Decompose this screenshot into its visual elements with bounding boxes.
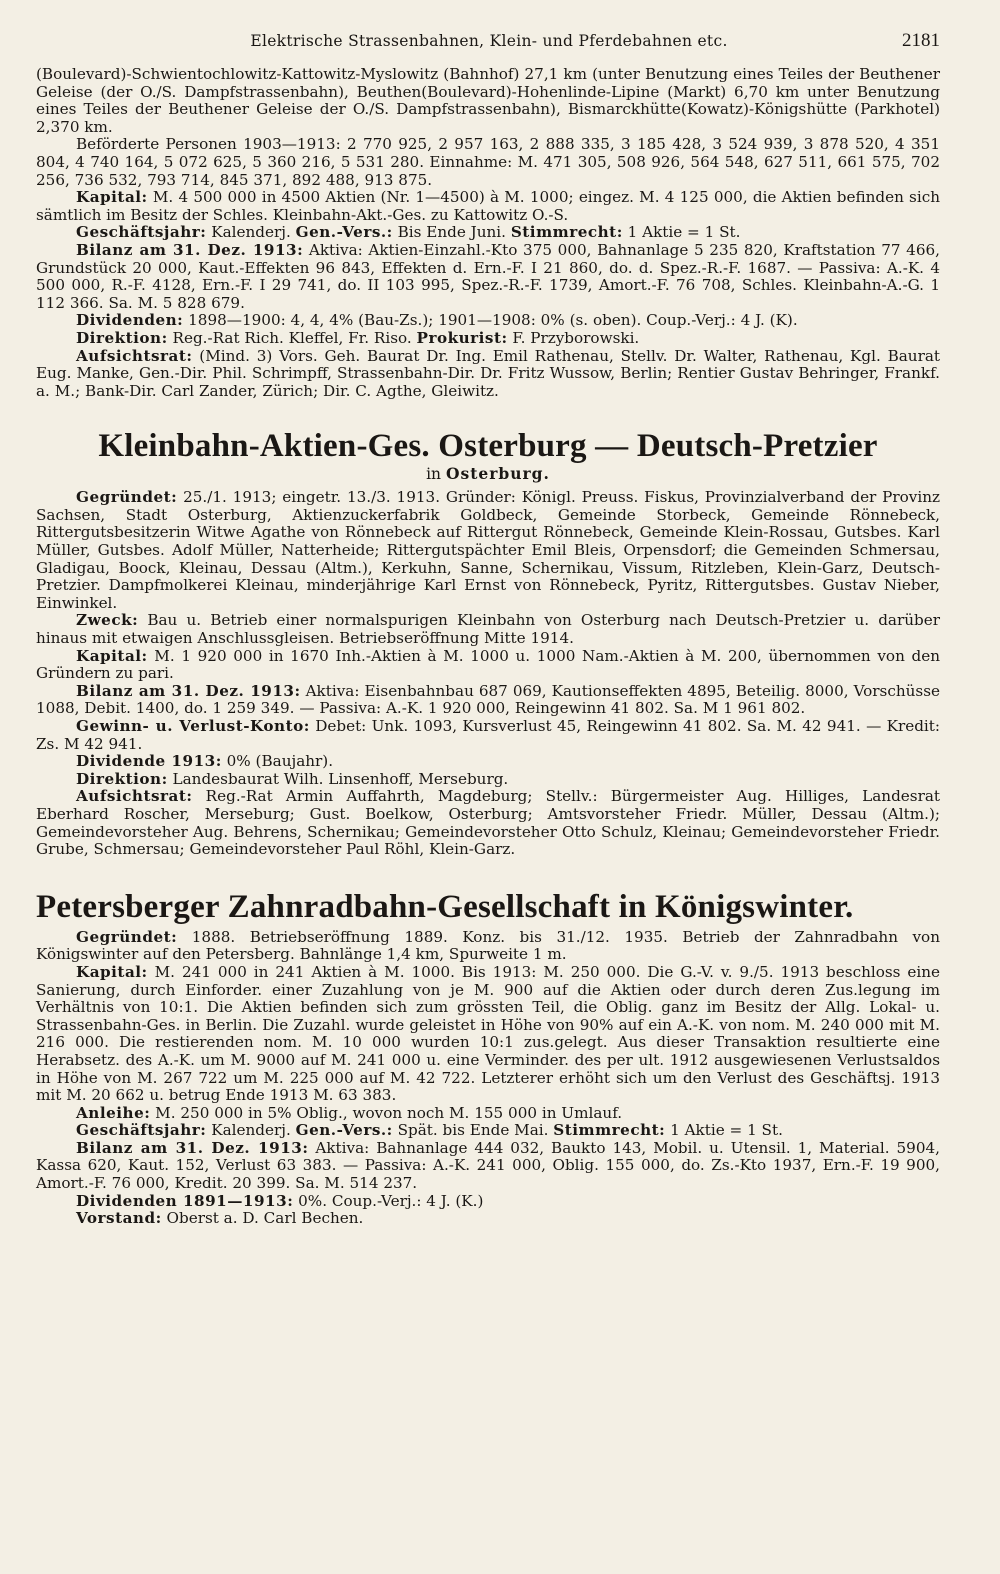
vor-label: Vorstand: [76, 1209, 162, 1228]
bilanz-label: Bilanz am 31. Dez. 1913: [76, 1138, 309, 1157]
bilanz-label: Bilanz am 31. Dez. 1913: [76, 240, 304, 259]
anl-label: Anleihe: [76, 1103, 151, 1122]
gv-label: Gen.-Vers.: [295, 1121, 393, 1140]
anl-text: M. 250 000 in 5% Oblig., wovon noch M. 155 000 in Umlauf. [150, 1103, 623, 1122]
div-text: 1898—1900: 4, 4, 4% (Bau-Zs.); 1901—1908: 0% (s. oben). Coup.-Verj.: 4 J. (K). [183, 311, 798, 330]
div-text: 0%. Coup.-Verj.: 4 J. (K.) [293, 1191, 484, 1210]
document-page [36, 30, 940, 1228]
div-label: Dividenden 1891—1913: [76, 1191, 294, 1210]
div-label: Dividende 1913: [76, 752, 222, 771]
kapital-paragraph [36, 189, 940, 224]
dir-label: Direktion: [76, 769, 168, 788]
kapital-label: Kapital: [76, 962, 148, 981]
ar-text: Reg.-Rat Armin Auffahrth, Magdeburg; Stellv.: Bürgermeister Aug. Hilliges, Landesrat Eberhard Roscher, Merseburg; Gust. Boelkow, Osterburg; Amtsvorsteher Friedr. Müller, Dessau (Altm.); Gemeindevorsteher Aug. Behrens, Schernikau; Gemeindevorsteher Otto Schulz, Kleinau; Gemeindevorsteher Friedr. Grube, Schmersau; Gemeindevorsteher Paul Röhl, Klein-Garz. [36, 787, 940, 859]
section-title-osterburg: Kleinbahn-Aktien-Ges. Osterburg — Deutsch-Pretzier [98, 428, 878, 465]
geschaeftsjahr-paragraph [36, 224, 940, 242]
sr-text: 1 Aktie = 1 St. [665, 1121, 783, 1140]
section-osterburg [36, 489, 940, 858]
direktion-paragraph [36, 771, 940, 789]
bilanz-paragraph [36, 683, 940, 718]
section-subtitle-osterburg [36, 464, 940, 483]
div-label: Dividenden: [76, 311, 184, 330]
gj-text: Kalenderj. [206, 223, 296, 242]
gj-text: Kalenderj. [206, 1121, 296, 1140]
gv-text: Spät. bis Ende Mai. [392, 1121, 554, 1140]
guv-paragraph [36, 718, 940, 753]
bilanz-paragraph [36, 1140, 940, 1193]
gegruendet-paragraph [36, 929, 940, 964]
bilanz-label: Bilanz am 31. Dez. 1913: [76, 681, 301, 700]
route-paragraph: (Boulevard)-Schwientochlowitz-Kattowitz-Myslowitz (Bahnhof) 27,1 km (unter Benutzung eines Teiles der Beuthener Geleise (der O./S. Dampfstrassenbahn), Beuthen(Boulevard)-Hohenlinde-Lipine (Markt) 6,70 km unter Benutzung eines Teiles der Beuthener Geleise der O./S. Dampfstrassenbahn), Bismarckhütte(Kowatz)-Königshütte (Parkhotel) 2,370 km. [36, 65, 940, 136]
kapital-paragraph [36, 964, 940, 1105]
dividenden-paragraph [36, 312, 940, 330]
bilanz-text: Aktiva: Bahnanlage 444 032, Baukto 143, Mobil. u. Utensil. 1, Material. 5904, Kassa 620, Kaut. 152, Verlust 63 383. — Passiva: A.-K. 241 000, Oblig. 155 000, do. Zs.-Kto 1937, Ern.-F. 19 900, Amort.-F. 76 000, Kredit. 20 399. Sa. M. 514 237. [36, 1138, 940, 1193]
kapital-label: Kapital: [76, 646, 148, 665]
guv-label: Gewinn- u. Verlust-Konto: [76, 717, 310, 735]
dir-text: Reg.-Rat Rich. Kleffel, Fr. Riso. [167, 328, 417, 347]
aufsichtsrat-paragraph [36, 348, 940, 401]
dividenden-paragraph [36, 1193, 940, 1211]
ar-label: Aufsichtsrat: [76, 346, 193, 365]
dividende-paragraph [36, 753, 940, 771]
dir-label: Direktion: [76, 328, 168, 347]
gv-text: Bis Ende Juni. [392, 223, 511, 242]
direktion-paragraph [36, 330, 940, 348]
prok-text: F. Przyborowski. [507, 328, 640, 347]
page-header [36, 30, 940, 52]
dir-text: Landesbaurat Wilh. Linsenhoff, Merseburg. [167, 769, 509, 788]
ar-text: (Mind. 3) Vors. Geh. Baurat Dr. Ing. Emil Rathenau, Stellv. Dr. Walter, Rathenau, Kgl. Baurat Eug. Manke, Gen.-Dir. Phil. Schrimpff, Strassenbahn-Dir. Dr. Fritz Wussow, Berlin; Rentier Gustav Behringer, Frankf. a. M.; Bank-Dir. Carl Zander, Zürich; Dir. C. Agthe, Gleiwitz. [36, 346, 940, 400]
gegr-label: Gegründet: [76, 927, 178, 946]
subtitle-place: Osterburg. [445, 464, 550, 484]
gv-label: Gen.-Vers.: [295, 223, 393, 242]
vorstand-paragraph [36, 1210, 940, 1228]
div-text: 0% (Baujahr). [221, 752, 334, 771]
zweck-paragraph [36, 612, 940, 647]
kapital-text: M. 1 920 000 in 1670 Inh.-Aktien à M. 1000 u. 1000 Nam.-Aktien à M. 200, übernommen von den Gründern zu pari. [36, 646, 940, 683]
sr-text: 1 Aktie = 1 St. [622, 223, 741, 242]
kapital-text: M. 241 000 in 241 Aktien à M. 1000. Bis 1913: M. 250 000. Die G.-V. v. 9./5. 1913 beschloss eine Sanierung, durch Einforder. einer Zuzahlung von je M. 900 auf die Aktien oder durch deren Zus.legung im Verhältnis von 10:1. Die Aktien befinden sich zum grössten Teil, die Oblig. ganz im Besitz der Allg. Lokal- u. Strassenbahn-Ges. in Berlin. Die Zuzahl. wurde geleistet in Höhe von 90% auf ein A.-K. von nom. M. 240 000 mit M. 216 000. Die restierenden nom. M. 10 000 wurden 10:1 zus.gelegt. Aus dieser Transaktion resultierte eine Herabsetz. des A.-K. um M. 9000 auf M. 241 000 u. eine Verminder. des per ult. 1912 ausgewiesenen Verlustsaldos in Höhe von M. 267 722 um M. 225 000 auf M. 42 722. Letzterer erhöht sich um den Verlust des Geschäftsj. 1913 mit M. 20 662 u. betrug Ende 1913 M. 63 383. [36, 962, 940, 1105]
sr-label: Stimmrecht: [553, 1121, 666, 1140]
page-number: 2181 [902, 30, 940, 51]
guv-text: Debet: Unk. 1093, Kursverlust 45, Reingewinn 41 802. Sa. M. 42 941. — Kredit: Zs. M 42 941. [36, 717, 941, 753]
bilanz-text: Aktiva: Aktien-Einzahl.-Kto 375 000, Bahnanlage 5 235 820, Kraftstation 77 466, Grundstück 20 000, Kaut.-Effekten 96 843, Effekten d. Ern.-F. I 21 860, do. d. Spez.-R.-F. 1687. — Passiva: A.-K. 4 500 000, R.-F. 4128, Ern.-F. I 29 741, do. II 103 995, Spez.-R.-F. 1739, Amort.-F. 76 708, Schles. Kleinbahn-A.-G. 1 112 366. Sa. M. 5 828 679. [36, 240, 940, 312]
section-continuation [36, 66, 940, 400]
kapital-text: M. 4 500 000 in 4500 Aktien (Nr. 1—4500) à M. 1000; eingez. M. 4 125 000, die Aktien befinden sich sämtlich im Besitz der Schles. Kleinbahn-Akt.-Ges. zu Kattowitz O.-S. [36, 188, 940, 224]
bilanz-paragraph [36, 242, 940, 312]
zweck-text: Bau u. Betrieb einer normalspurigen Kleinbahn von Osterburg nach Deutsch-Pretzier u. darüber hinaus mit etwaigen Anschlussgleisen. Betriebseröffnung Mitte 1914. [36, 611, 940, 648]
section-title-petersberg: Petersberger Zahnradbahn-Gesellschaft in Königswinter. [36, 888, 854, 925]
zweck-label: Zweck: [76, 611, 139, 630]
bilanz-text: Aktiva: Eisenbahnbau 687 069, Kautionseffekten 4895, Beteilig. 8000, Vorschüsse 1088, Debit. 1400, do. 1 259 349. — Passiva: A.-K. 1 920 000, Reingewinn 41 802. Sa. M 1 961 802. [36, 681, 940, 718]
passengers-paragraph: Beförderte Personen 1903—1913: 2 770 925, 2 957 163, 2 888 335, 3 185 428, 3 524 939, 3 878 520, 4 351 804, 4 740 164, 5 072 625, 5 360 216, 5 531 280. Einnahme: M. 471 305, 508 926, 564 548, 627 511, 661 575, 702 256, 736 532, 793 714, 845 371, 892 488, 913 875. [36, 135, 940, 189]
gegr-text: 25./1. 1913; eingetr. 13./3. 1913. Gründer: Königl. Preuss. Fiskus, Provinzialverband der Provinz Sachsen, Stadt Osterburg, Aktienzuckerfabrik Goldbeck, Gemeinde Storbeck, Gemeinde Rönnebeck, Rittergutsbesitzerin Witwe Agathe von Rönnebeck auf Rittergut Rönnebeck, Gemeinde Klein-Rossau, Gutsbes. Karl Müller, Gutsbes. Adolf Müller, Natterheide; Rittergutspächter Emil Bleis, Orpensdorf; die Gemeinden Schmersau, Gladigau, Boock, Kleinau, Dessau (Altm.), Kerkuhn, Sanne, Schernikau, Vissum, Ritzleben, Klein-Garz, Deutsch-Pretzier. Dampfmolkerei Kleinau, minderjährige Karl Ernst von Rönnebeck, Pyritz, Rittergutsbes. Gustav Nieber, Einwinkel. [36, 488, 940, 612]
gegr-text: 1888. Betriebseröffnung 1889. Konz. bis 31./12. 1935. Betrieb der Zahnradbahn von Königswinter auf den Petersberg. Bahnlänge 1,4 km, Spurweite 1 m. [36, 927, 940, 964]
section-petersberg [36, 929, 940, 1228]
sr-label: Stimmrecht: [510, 223, 623, 242]
subtitle-prefix: in [426, 465, 446, 484]
kapital-label: Kapital: [76, 188, 148, 207]
kapital-paragraph [36, 648, 940, 683]
ar-label: Aufsichtsrat: [76, 787, 193, 806]
geschaeftsjahr-paragraph [36, 1122, 940, 1140]
vor-text: Oberst a. D. Carl Bechen. [161, 1209, 364, 1228]
prok-label: Prokurist: [416, 328, 508, 347]
gj-label: Geschäftsjahr: [76, 223, 207, 242]
gegruendet-paragraph [36, 489, 940, 612]
aufsichtsrat-paragraph [36, 788, 940, 858]
anleihe-paragraph [36, 1105, 940, 1123]
gegr-label: Gegründet: [76, 488, 178, 507]
running-title: Elektrische Strassenbahnen, Klein- und Pferdebahnen etc. [250, 32, 728, 50]
gj-label: Geschäftsjahr: [76, 1121, 207, 1140]
